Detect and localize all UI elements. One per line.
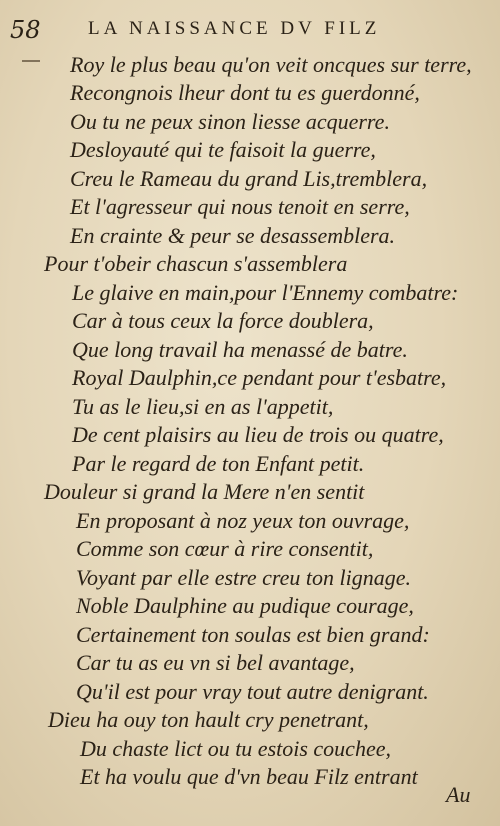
verse-line: Roy le plus beau qu'on veit oncques sur terre, <box>70 52 472 77</box>
verse-line: Ou tu ne peux sinon liesse acquerre. <box>70 109 390 134</box>
verse-line: Dieu ha ouy ton hault cry penetrant, <box>48 707 369 732</box>
verse-line: De cent plaisirs au lieu de trois ou quatre, <box>72 422 444 447</box>
verse-line: Qu'il est pour vray tout autre denigrant. <box>76 679 429 704</box>
verse-line: En proposant à noz yeux ton ouvrage, <box>76 508 410 533</box>
verse-line: Et l'agresseur qui nous tenoit en serre, <box>70 194 410 219</box>
verse-line: Creu le Rameau du grand Lis,tremblera, <box>70 166 428 191</box>
verse-line: Comme son cœur à rire consentit, <box>76 536 374 561</box>
verse-line: Douleur si grand la Mere n'en sentit <box>44 479 365 504</box>
verse-line: Que long travail ha menassé de batre. <box>72 337 408 362</box>
verse-line: Du chaste lict ou tu estois couchee, <box>80 736 391 761</box>
verse-line: Et ha voulu que d'vn beau Filz entrant <box>80 764 418 789</box>
verse-line: Le glaive en main,pour l'Ennemy combatre: <box>72 280 459 305</box>
verse-line: Car à tous ceux la force doublera, <box>72 308 374 333</box>
verse-line: Noble Daulphine au pudique courage, <box>76 593 414 618</box>
verse-line: Desloyauté qui te faisoit la guerre, <box>70 137 376 162</box>
verse-line: Certainement ton soulas est bien grand: <box>76 622 430 647</box>
verse-line: Recongnois lheur dont tu es guerdonné, <box>70 80 420 105</box>
verse-line: Royal Daulphin,ce pendant pour t'esbatre, <box>72 365 447 390</box>
verse-line: Tu as le lieu,si en as l'appetit, <box>72 394 334 419</box>
verse-line: En crainte & peur se desassemblera. <box>70 223 396 248</box>
verse-line: Pour t'obeir chascun s'assemblera <box>44 251 348 276</box>
verse-line: Par le regard de ton Enfant petit. <box>72 451 365 476</box>
verse-line: Car tu as eu vn si bel avantage, <box>76 650 355 675</box>
catchword: Au <box>446 782 471 807</box>
verse-line: Voyant par elle estre creu ton lignage. <box>76 565 412 590</box>
running-head: LA NAISSANCE DV FILZ <box>88 18 381 39</box>
page-number: 58 <box>10 16 41 44</box>
